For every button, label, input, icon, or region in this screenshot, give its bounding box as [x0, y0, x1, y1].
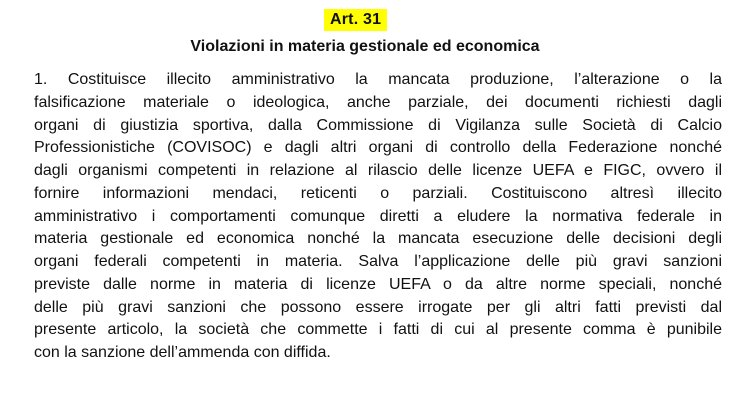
- paragraph-line: con la sanzione dell’ammenda con diffida.: [34, 344, 331, 361]
- paragraph-line: previste dalle norme in materia di licenze UEFA o da altre norme speciali, nonché: [34, 275, 722, 293]
- paragraph-line: dagli organismi competenti in relazione al rilascio delle licenze UEFA e FIGC, ovvero il: [34, 162, 722, 179]
- paragraph-line: organi di giustizia sportiva, dalla Commissione di Vigilanza sulle Società di Calcio: [34, 116, 722, 134]
- article-title: Violazioni in materia gestionale ed economica: [190, 38, 540, 55]
- paragraph-line: Professionistiche (COVISOC) e dagli altri organi di controllo della Federazione nonché: [34, 139, 722, 157]
- paragraph-line: falsificazione materiale o ideologica, anche parziale, dei documenti richiesti dagli: [34, 93, 722, 111]
- paragraph-line: amministrativo i comportamenti comunque diretti a eludere la normativa federale in: [34, 207, 722, 225]
- paragraph-line: delle più gravi sanzioni che possono essere irrogate per gli altri fatti previsti dal: [34, 298, 722, 316]
- article-paragraph: [34, 69, 722, 365]
- paragraph-line: 1. Costituisce illecito amministrativo la mancata produzione, l’alterazione o la: [34, 71, 722, 88]
- paragraph-line: fornire informazioni mendaci, reticenti o parziali. Costituiscono altresì illecito: [34, 184, 722, 202]
- paragraph-line: presente articolo, la società che commette i fatti di cui al presente comma è punibile: [34, 321, 722, 339]
- article-number: Art. 31: [324, 9, 387, 31]
- paragraph-line: organi federali competenti in materia. Salva l’applicazione delle più gravi sanzioni: [34, 253, 722, 270]
- paragraph-line: materia gestionale ed economica nonché la mancata esecuzione delle decisioni degli: [34, 230, 722, 248]
